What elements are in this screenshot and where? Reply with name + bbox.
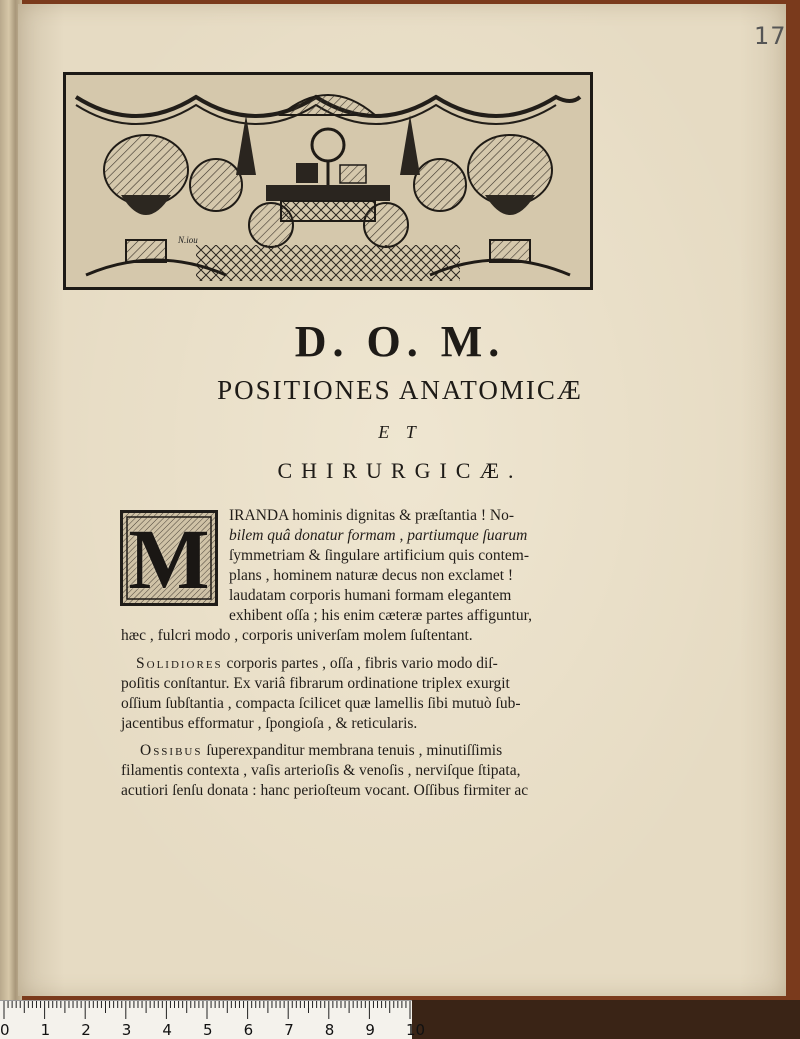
lead-word: Ossibus (140, 742, 203, 759)
text-line: poſitis conſtantur. Ex variâ fibrarum ordinatione triplex exurgit (121, 675, 510, 692)
text-line: acutiori ſenſu donata : hanc perioſteum vocant. Oſſibus firmiter ac (121, 782, 529, 799)
ruler-label: 7 (284, 1021, 294, 1039)
ruler-label: 6 (243, 1021, 254, 1039)
engraver-signature: N.iou (178, 235, 198, 245)
scale-ruler (0, 1000, 426, 1039)
headpiece-engraving (63, 72, 593, 290)
text-line: laudatam corporis humani formam elegantem (229, 587, 512, 604)
ruler-label: 8 (324, 1021, 335, 1039)
text-line: exhibent oſſa ; his enim cæteræ partes affiguntur, (229, 607, 532, 624)
title-dom: D. O. M. (294, 317, 506, 366)
text-line: IRANDA hominis dignitas & præſtantia ! No- (229, 507, 515, 524)
title-positiones: POSITIONES ANATOMICÆ (217, 375, 583, 405)
folio-number: 17 (754, 22, 787, 50)
lead-rest: corporis partes , oſſa , fibris vario modo diſ- (222, 655, 498, 672)
ruler-ticks (0, 1001, 412, 1021)
ruler-label: 2 (81, 1021, 91, 1039)
text-line: ſymmetriam & ſingulare artificium quis contem- (229, 547, 530, 564)
text-line-lead (140, 742, 502, 760)
text-line: plans , hominem naturæ decus non exclamet ! (229, 567, 514, 584)
title-et: E T (378, 422, 422, 442)
title-chirurgicae: CHIRURGICÆ. (277, 458, 523, 483)
ruler-label: 3 (121, 1021, 132, 1039)
ruler-label: 5 (203, 1021, 213, 1039)
text-line: hæc , fulcri modo , corporis univerſam molem ſuſtentant. (121, 627, 473, 644)
text-line: oſſium ſubſtantia , compacta ſcilicet quæ lamellis ſibi mutuò ſub- (121, 695, 521, 712)
text-line: filamentis contexta , vaſis arterioſis & venoſis , nerviſque ſtipata, (121, 762, 521, 779)
ornament-illustration (66, 75, 590, 287)
ruler-label: 0 (0, 1021, 10, 1039)
lead-rest: ſuperexpanditur membrana tenuis , minutiſſimis (202, 742, 503, 759)
ruler-label: 1 (40, 1021, 51, 1039)
text-line: jacentibus efformatur , ſpongioſa , & reticularis. (121, 715, 418, 732)
ruler-label: 4 (162, 1021, 172, 1039)
lead-word: Solidiores (136, 655, 223, 672)
drop-cap-letter: M (128, 511, 210, 607)
text-line-lead (136, 655, 498, 673)
text-line: bilem quâ donatur formam , partiumque ſuarum (229, 527, 528, 544)
ruler-label: 9 (365, 1021, 375, 1039)
drop-cap-initial (120, 510, 218, 606)
ruler-label: 10 (406, 1021, 426, 1039)
